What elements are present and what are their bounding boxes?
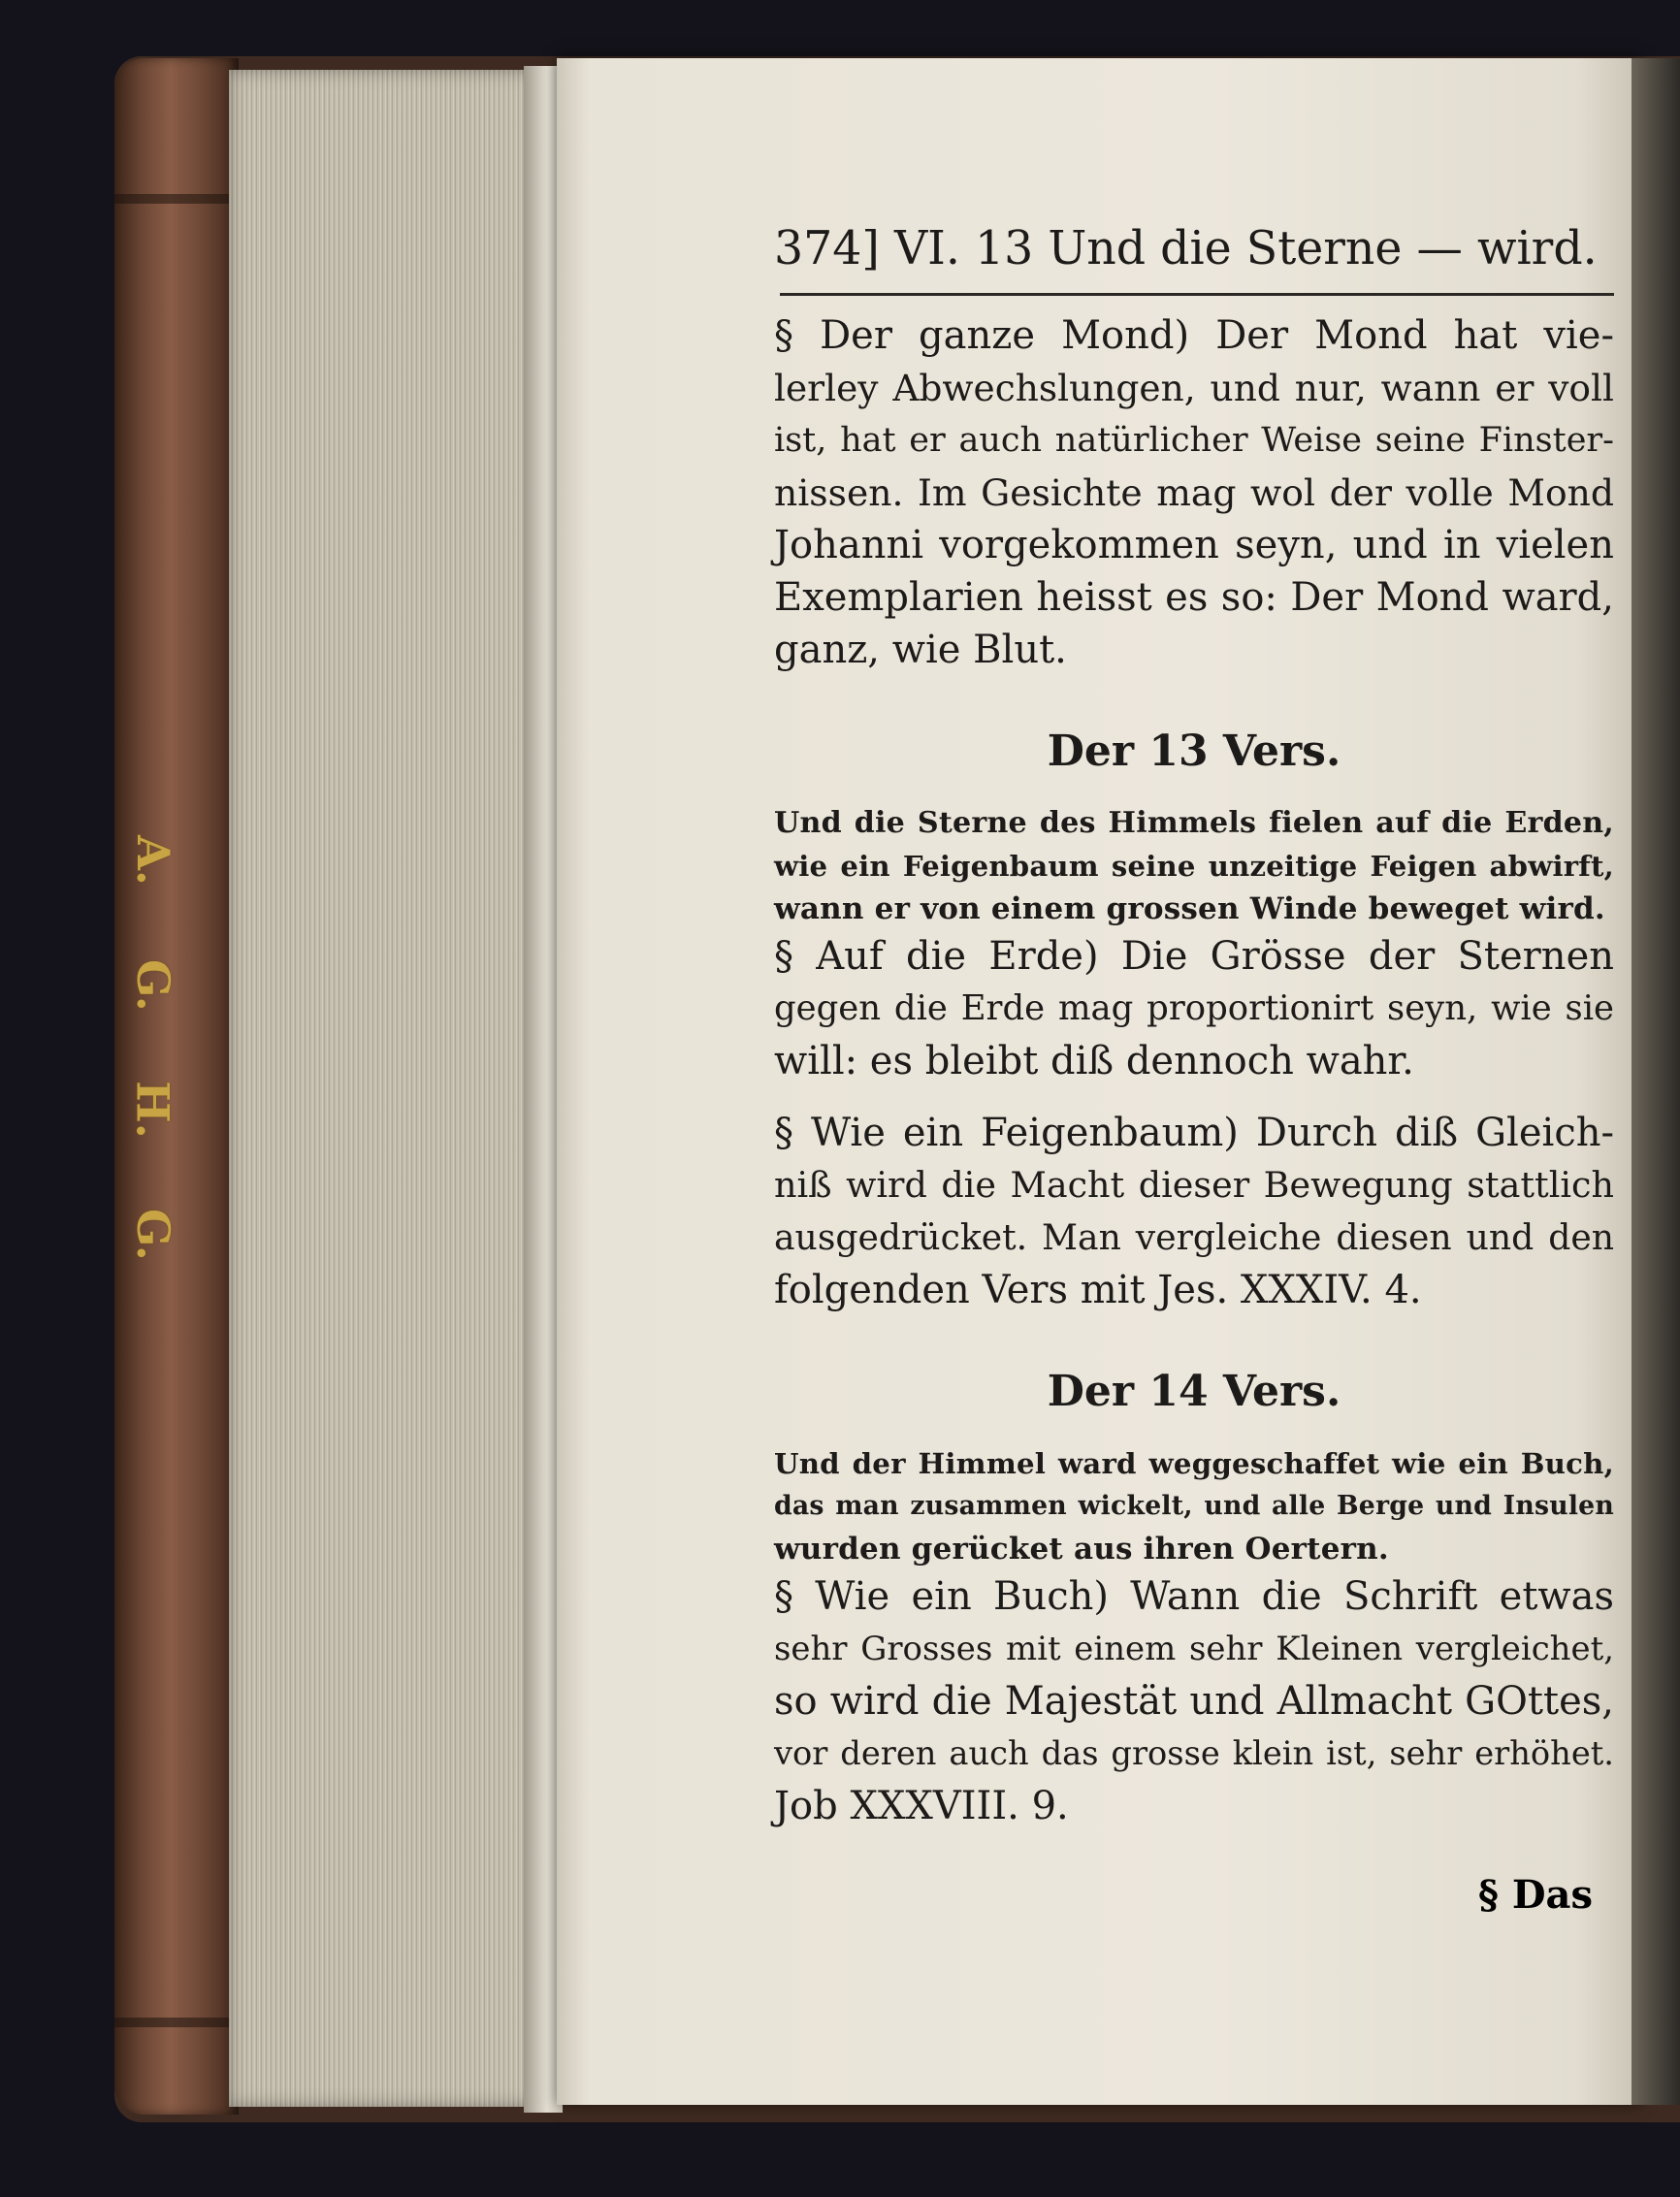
spine-letter: H. <box>126 1081 179 1140</box>
text-line: so wird die Majestät und Allmacht GOttes, <box>774 1679 1614 1724</box>
text-line: gegen die Erde mag proportionirt seyn, wie sie <box>774 988 1614 1028</box>
spine-letter: A. <box>127 835 179 886</box>
text-line: lerley Abwechslungen, und nur, wann er voll <box>774 367 1614 409</box>
catchword: § Das <box>1478 1872 1593 1918</box>
commentary-paragraph <box>774 1570 1614 1832</box>
text-line: nissen. Im Gesichte mag wol der volle Mond <box>774 471 1614 514</box>
running-header <box>774 213 1614 293</box>
text-column <box>774 213 1614 1852</box>
text-line: will: es bleibt diß dennoch wahr. <box>774 1039 1414 1083</box>
page-block-edge <box>229 70 539 2107</box>
text-line: Und der Himmel ward weggeschaffet wie ein Buch, <box>774 1447 1614 1480</box>
text-line: niß wird die Macht dieser Bewegung stattlich <box>774 1164 1614 1206</box>
text-line: § Wie ein Feigenbaum) Durch diß Gleich- <box>774 1111 1614 1155</box>
spine-gilt-letters <box>124 834 182 1261</box>
header-rule <box>780 293 1614 296</box>
text-line: Job XXXVIII. 9. <box>774 1784 1069 1828</box>
page-body <box>774 309 1614 1832</box>
text-line: § Auf die Erde) Die Grösse der Sternen <box>774 934 1614 979</box>
text-line: § Wie ein Buch) Wann die Schrift etwas <box>774 1574 1614 1619</box>
printed-page <box>557 58 1641 2105</box>
commentary-paragraph <box>774 930 1614 1087</box>
spine-band <box>114 194 239 204</box>
text-line: wann er von einem grossen Winde beweget wird. <box>774 891 1605 926</box>
text-line: wie ein Feigenbaum seine unzeitige Feigen abwirft, <box>774 850 1614 883</box>
spine-band <box>114 2018 239 2027</box>
spine-letter: G. <box>126 1209 179 1261</box>
text-line: ganz, wie Blut. <box>774 628 1067 672</box>
text-line: wurden gerücket aus ihren Oertern. <box>774 1532 1389 1567</box>
verse-heading: Der 13 Vers. <box>1047 727 1341 776</box>
verse-text <box>774 802 1614 930</box>
text-line: sehr Grosses mit einem sehr Kleinen vergleichet, <box>774 1630 1614 1667</box>
text-line: folgenden Vers mit Jes. XXXIV. 4. <box>774 1268 1422 1312</box>
text-line: Johanni vorgekommen seyn, und in vielen <box>774 523 1614 567</box>
next-page-shadow <box>1632 58 1680 2105</box>
text-line: vor deren auch das grosse klein ist, sehr erhöhet. <box>774 1734 1614 1772</box>
verse-text <box>774 1442 1614 1570</box>
text-line: das man zusammen wickelt, und alle Berge und Insulen <box>774 1491 1614 1521</box>
text-line: Und die Sterne des Himmels fielen auf die Erden, <box>774 806 1614 840</box>
commentary-paragraph <box>774 1107 1614 1316</box>
running-header-text: 374] VI. 13 Und die Sterne — wird. <box>774 222 1598 275</box>
commentary-paragraph <box>774 309 1614 676</box>
text-line: Exemplarien heisst es so: Der Mond ward, <box>774 575 1614 620</box>
spine-letter: G. <box>126 958 179 1012</box>
text-line: ist, hat er auch natürlicher Weise seine Finster- <box>774 420 1614 460</box>
verse-heading: Der 14 Vers. <box>1047 1367 1341 1416</box>
text-line: § Der ganze Mond) Der Mond hat vie- <box>774 313 1614 358</box>
text-line: ausgedrücket. Man vergleiche diesen und den <box>774 1216 1614 1258</box>
